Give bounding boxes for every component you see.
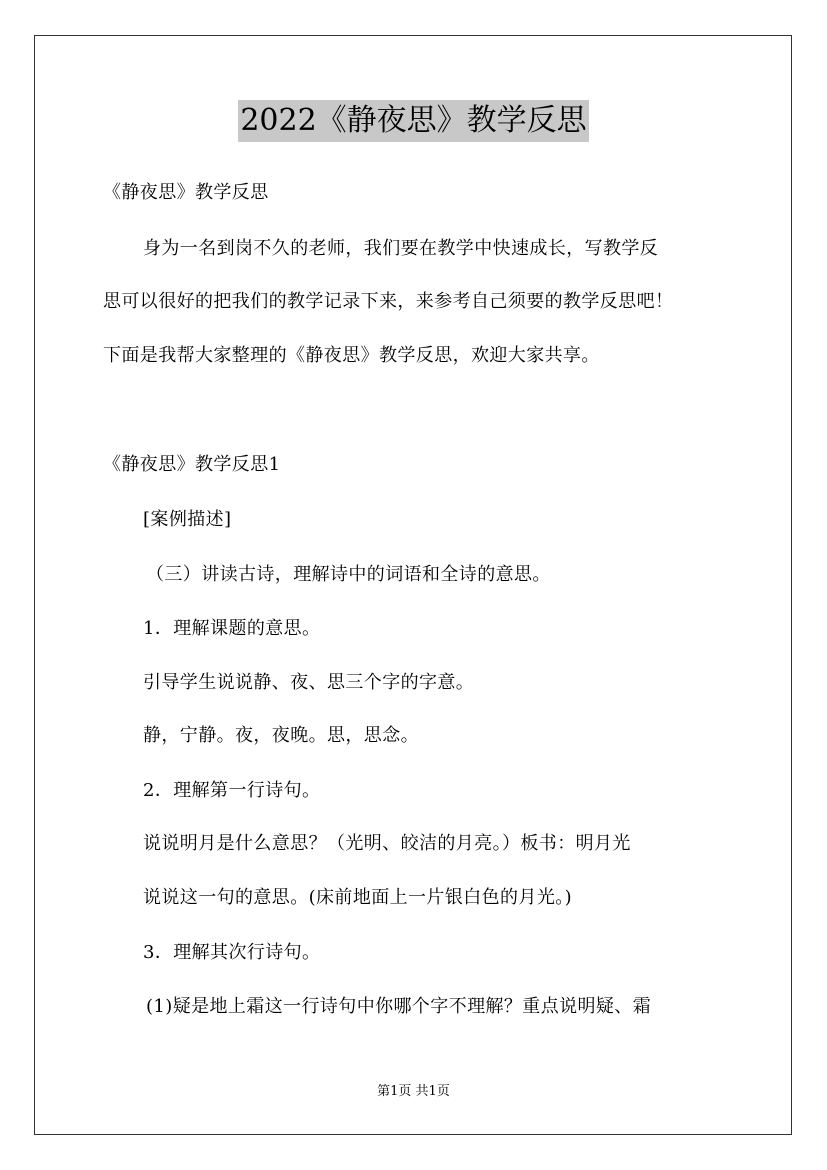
section-heading: 《静夜思》教学反思1 [103, 454, 281, 475]
body-line: (1)疑是地上霜这一行诗句中你哪个字不理解？重点说明疑、霜 [146, 996, 652, 1017]
body-line: 说说明月是什么意思？（光明、皎洁的月亮。）板书：明月光 [143, 833, 631, 854]
body-line: 2．理解第一行诗句。 [143, 780, 321, 801]
body-line: 3．理解其次行诗句。 [143, 942, 321, 963]
intro-line: 下面是我帮大家整理的《静夜思》教学反思，欢迎大家共享。 [103, 345, 600, 366]
intro-line: 思可以很好的把我们的教学记录下来，来参考自己须要的教学反思吧！ [103, 291, 674, 312]
body-line: （三）讲读古诗，理解诗中的词语和全诗的意思。 [146, 564, 551, 585]
document-title: 2022《静夜思》教学反思 [238, 100, 588, 142]
body-line: 1．理解课题的意思。 [143, 618, 321, 639]
body-line: 静，宁静。夜，夜晚。思，思念。 [143, 725, 419, 746]
body-line: 说说这一句的意思。(床前地面上一片银白色的月光。) [143, 887, 573, 908]
body-line: 引导学生说说静、夜、思三个字的字意。 [143, 672, 475, 693]
document-subtitle: 《静夜思》教学反思 [103, 182, 269, 203]
page-footer: 第1页 共1页 [377, 1084, 450, 1099]
title-container [0, 100, 827, 142]
case-label: [案例描述] [143, 509, 232, 530]
intro-line: 身为一名到岗不久的老师，我们要在教学中快速成长，写教学反 [143, 238, 659, 259]
